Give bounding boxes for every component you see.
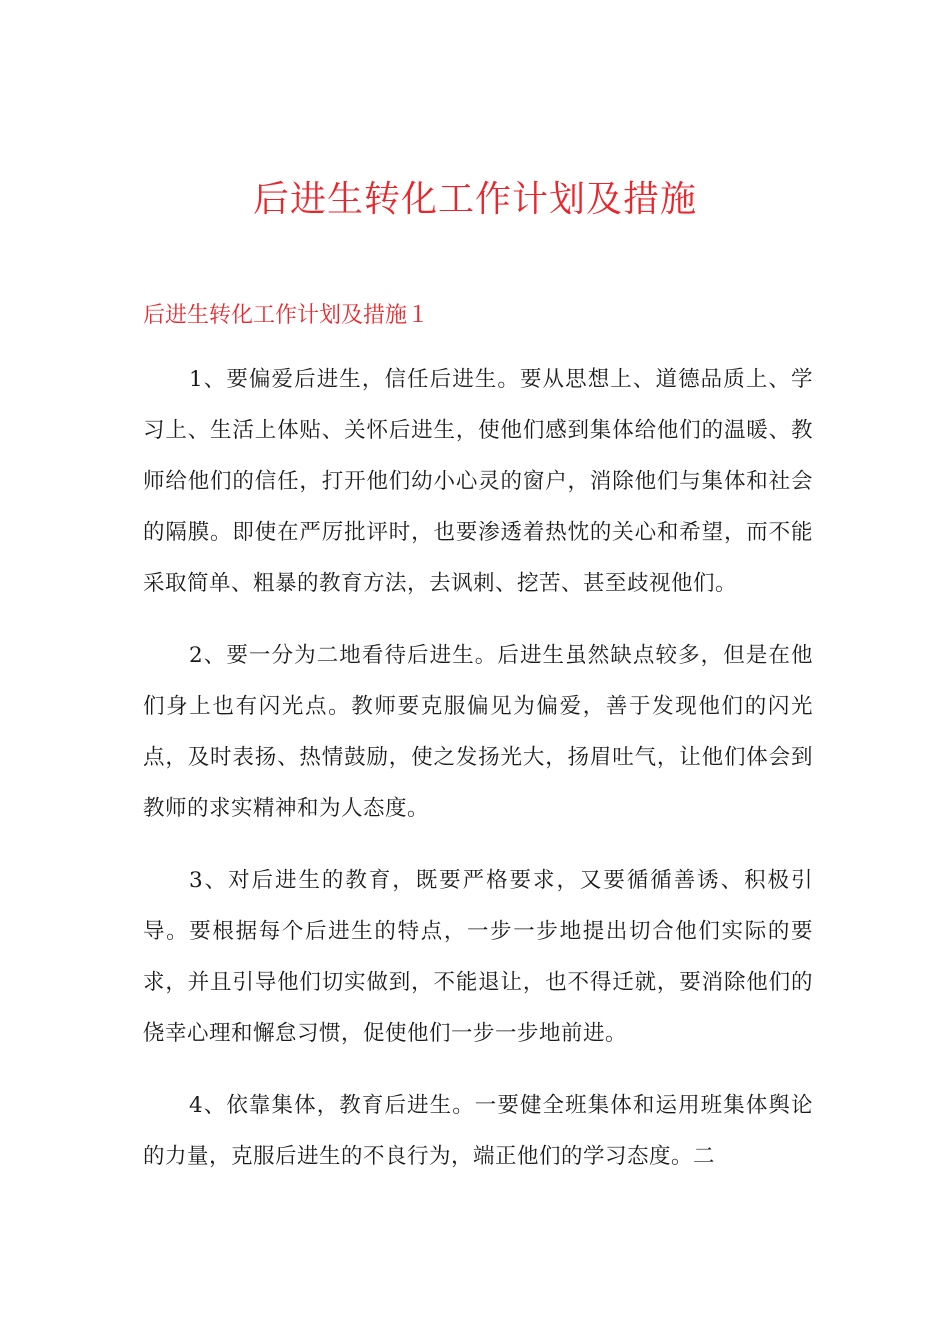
paragraph-1: 1、要偏爱后进生，信任后进生。要从思想上、道德品质上、学习上、生活上体贴、关怀后进生，使他们感到集体给他们的温暖、教师给他们的信任，打开他们幼小心灵的窗户，消除他们与集体和社会的隔膜。即使在严厉批评时，也要渗透着热忱的关心和希望，而不能采取简单、粗暴的教育方法，去讽刺、挖苦、甚至歧视他们。 bbox=[143, 367, 813, 596]
paragraph-2: 2、要一分为二地看待后进生。后进生虽然缺点较多，但是在他们身上也有闪光点。教师要克服偏见为偏爱，善于发现他们的闪光点，及时表扬、热情鼓励，使之发扬光大，扬眉吐气，让他们体会到教师的求实精神和为人态度。 bbox=[143, 643, 813, 821]
section-heading: 后进生转化工作计划及措施１ bbox=[143, 303, 430, 328]
document-title: 后进生转化工作计划及措施 bbox=[252, 179, 697, 220]
paragraph-4: 4、依靠集体，教育后进生。一要健全班集体和运用班集体舆论的力量，克服后进生的不良行为，端正他们的学习态度。二 bbox=[143, 1093, 813, 1169]
document-body bbox=[143, 354, 813, 1203]
paragraph-3: 3、对后进生的教育，既要严格要求，又要循循善诱、积极引导。要根据每个后进生的特点，一步一步地提出切合他们实际的要求，并且引导他们切实做到，不能退让，也不得迁就，要消除他们的侥幸心理和懈怠习惯，促使他们一步一步地前进。 bbox=[143, 868, 813, 1046]
